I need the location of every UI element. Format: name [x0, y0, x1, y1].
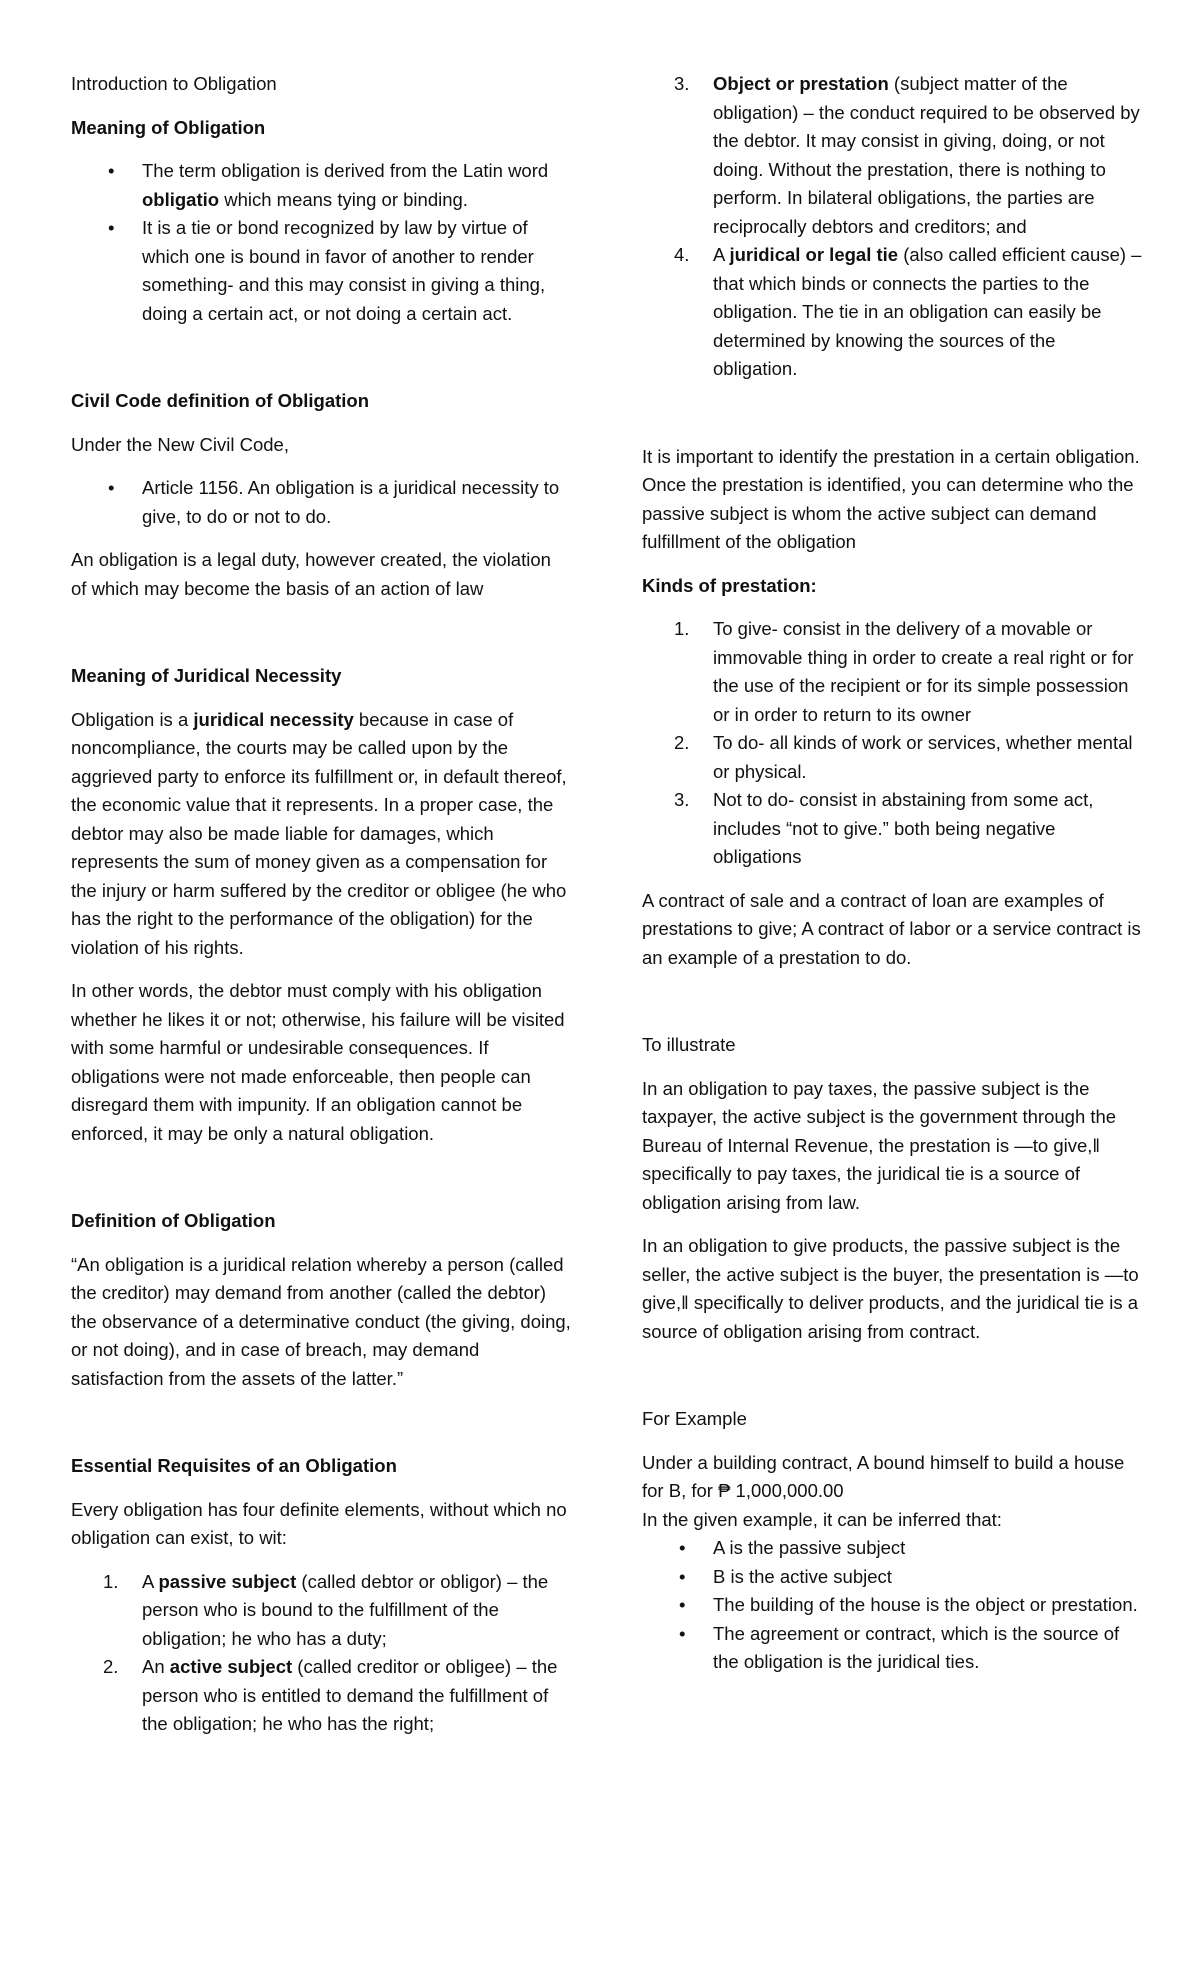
essential-item-1: 1. A passive subject (called debtor or obligor) – the person who is bound to the fulfillment of the obligation; he who has a duty;: [103, 1570, 549, 1649]
kinds-item-3: 3. Not to do- consist in abstaining from some act, includes “not to give.” both being negative obligations: [674, 789, 1094, 867]
civil-code-intro: Under the New Civil Code,: [71, 433, 289, 455]
intro-title: Introduction to Obligation: [71, 73, 277, 94]
illustrate-paragraph-1: In an obligation to pay taxes, the passive subject is the taxpayer, the active subject is the government through the Bureau of Internal Revenue, the prestation is —to give,‖ specifically to pay taxes, the juridical tie is a source of obligation arising from law.: [642, 1077, 1117, 1213]
meaning-bullet-2: • It is a tie or bond recognized by law by virtue of which one is bound in favor of another to render something- and this may consist in giving a thing, doing a certain act, or not doing a certain act.: [71, 214, 571, 328]
example-bullet-3: • The building of the house is the object or prestation.: [642, 1591, 1142, 1620]
example-line-2: In the given example, it can be inferred that:: [642, 1508, 1002, 1530]
civil-code-list: [71, 474, 571, 531]
meaning-heading: Meaning of Obligation: [71, 116, 266, 138]
essential-item-2: 2. An active subject (called creditor or obligee) – the person who is entitled to demand the fulfillment of the obligation; he who has the right;: [103, 1656, 558, 1734]
civil-code-paragraph: An obligation is a legal duty, however created, the violation of which may become the basis of an action of law: [71, 549, 551, 599]
meaning-list: [71, 157, 571, 328]
juridical-heading: Meaning of Juridical Necessity: [71, 665, 342, 686]
example-bullet-2: • B is the active subject: [642, 1563, 1142, 1592]
prestation-paragraph: It is important to identify the prestation in a certain obligation. Once the prestation is identified, you can determine who the passive subject is whom the active subject can demand fulfillment of the obligation: [642, 445, 1140, 552]
left-column: [71, 70, 571, 1754]
essential-heading: Essential Requisites of an Obligation: [71, 1455, 397, 1476]
definition-paragraph: “An obligation is a juridical relation whereby a person (called the creditor) may demand from another (called the debtor) the observance of a determinative conduct (the giving, doing, or not doing), and in case of breach, may demand satisfaction from the assets of the latter.”: [71, 1253, 571, 1389]
kinds-heading: Kinds of prestation:: [642, 574, 817, 596]
civil-code-bullet: • Article 1156. An obligation is a juridical necessity to give, to do or not to do.: [71, 474, 571, 531]
example-list: [642, 1534, 1142, 1677]
illustrate-heading: To illustrate: [642, 1034, 736, 1055]
juridical-paragraph-2: In other words, the debtor must comply with his obligation whether he likes it or not; otherwise, his failure will be visited with some harmful or undesirable consequences. If obligations were not made enforceable, then people can disregard them with impunity. If an obligation cannot be enforced, it may be only a natural obligation.: [71, 980, 565, 1144]
juridical-paragraph-1: Obligation is a juridical necessity because in case of noncompliance, the courts may be called upon by the aggrieved party to enforce its fulfillment or, in default thereof, the economic value that it represents. In a proper case, the debtor may also be made liable for damages, which represents the sum of money given as a compensation for the injury or harm suffered by the creditor or obligee (he who has the right to the performance of the obligation) for the violation of his rights.: [71, 708, 567, 958]
illustrate-paragraph-2: In an obligation to give products, the passive subject is the seller, the active subject is the buyer, the presentation is —to give,‖ specifically to deliver products, and the juridical tie is a source of obligation arising from contract.: [642, 1235, 1139, 1342]
essential-item-4: 4. A juridical or legal tie (also called efficient cause) – that which binds or connects the parties to the obligation. The tie in an obligation can easily be determined by knowing the sources of the obligation.: [674, 244, 1142, 379]
kinds-item-1: 1. To give- consist in the delivery of a movable or immovable thing in order to create a real right or for the use of the recipient or for its simple possession or in order to return to its owner: [674, 618, 1134, 725]
right-column: [642, 70, 1142, 1692]
meaning-bullet-1: • The term obligation is derived from the Latin word obligatio which means tying or binding.: [71, 157, 571, 214]
example-heading: For Example: [642, 1408, 747, 1429]
example-bullet-1: • A is the passive subject: [642, 1534, 1142, 1563]
contract-paragraph: A contract of sale and a contract of loan are examples of prestations to give; A contract of labor or a service contract is an example of a prestation to do.: [642, 889, 1141, 968]
essential-intro: Every obligation has four definite elements, without which no obligation can exist, to wit:: [71, 1498, 567, 1548]
example-bullet-4: • The agreement or contract, which is the source of the obligation is the juridical ties.: [642, 1620, 1142, 1677]
civil-code-heading: Civil Code definition of Obligation: [71, 390, 370, 411]
kinds-item-2: 2. To do- all kinds of work or services, whether mental or physical.: [674, 732, 1133, 782]
essential-list-right: [642, 70, 1142, 384]
essential-item-3: 3. Object or prestation (subject matter of the obligation) – the conduct required to be observed by the debtor. It may consist in giving, doing, or not doing. Without the prestation, there is nothing to perform. In bilateral obligations, the parties are reciprocally debtors and creditors; and: [674, 73, 1140, 237]
essential-list-left: [71, 1568, 571, 1739]
kinds-list: [642, 615, 1142, 872]
definition-heading: Definition of Obligation: [71, 1210, 276, 1231]
example-line-1: Under a building contract, A bound himself to build a house for B, for ₱ 1,000,000.00: [642, 1451, 1125, 1501]
